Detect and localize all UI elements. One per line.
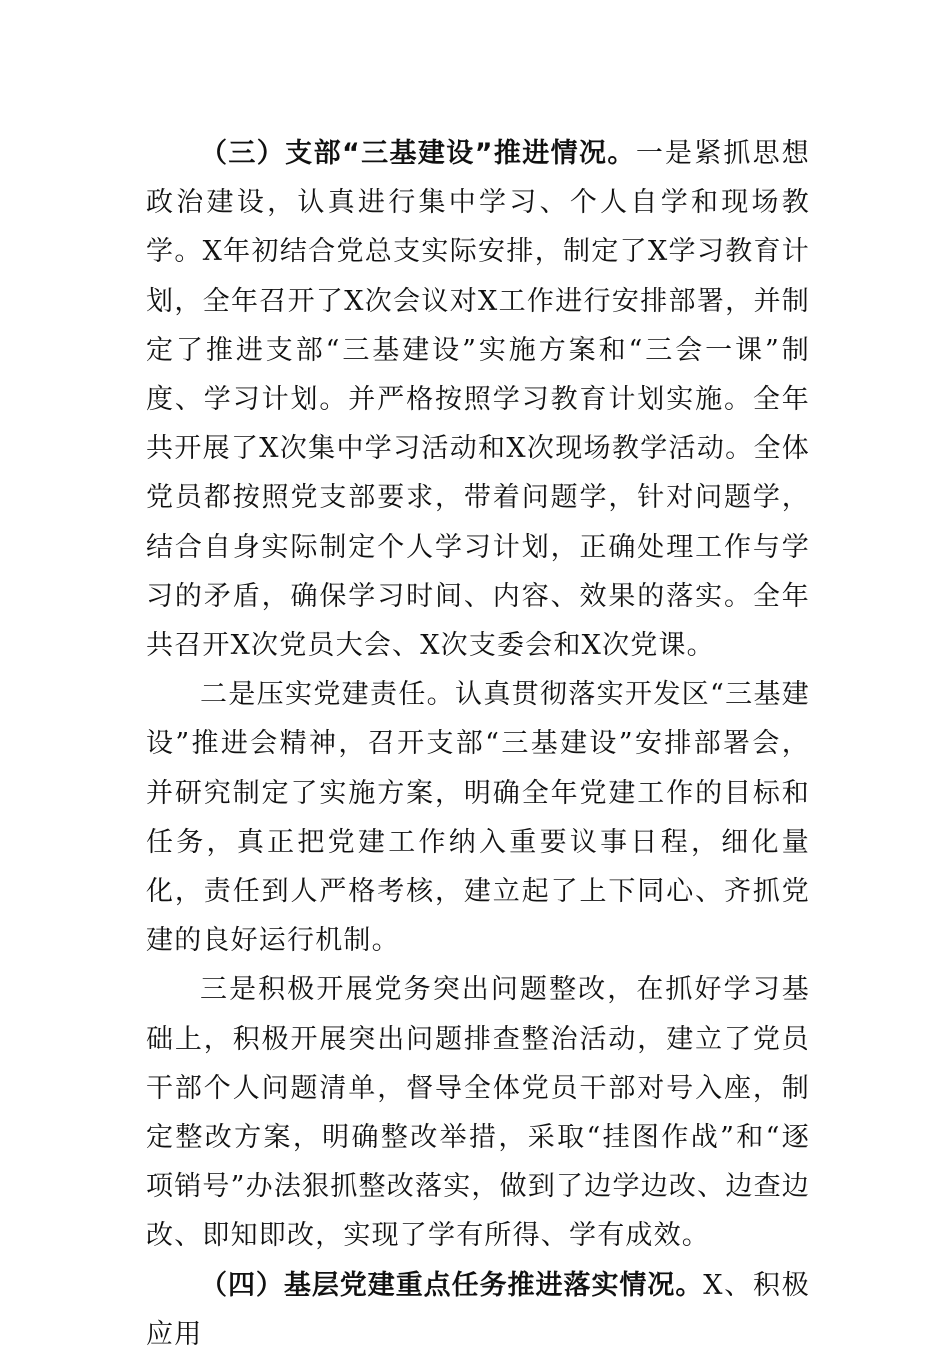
section-heading-four: （四）基层党建重点任务推进落实情况。 (200, 1269, 704, 1301)
paragraph-text: 一是紧抓思想政治建设，认真进行集中学习、个人自学和现场教学。X年初结合党总支实际安排，制定了X学习教育计划，全年召开了X次会议对X工作进行安排部署，并制定了推进支部“三基建设”实施方案和“三会一课”制度、学习计划。并严格按照学习教育计划实施。全年共开展了X次集中学习活动和X次现场教学活动。全体党员都按照党支部要求，带着问题学，针对问题学，结合自身实际制定个人学习计划，正确处理工作与学习的矛盾，确保学习时间、内容、效果的落实。全年共召开X次党员大会、X次支委会和X次党课。 (146, 138, 811, 662)
document-body (146, 129, 810, 1359)
paragraph-key-tasks (146, 1261, 810, 1359)
section-heading-three: （三）支部“三基建设”推进情况。 (200, 138, 636, 169)
paragraph-text: 二是压实党建责任。认真贯彻落实开发区“三基建设”推进会精神，召开支部“三基建设”安排部署会，并研究制定了实施方案，明确全年党建工作的目标和任务，真正把党建工作纳入重要议事日程，细化量化，责任到人严格考核，建立起了上下同心、齐抓党建的良好运行机制。 (146, 679, 810, 957)
paragraph-text: X、积极应用 (146, 1269, 810, 1350)
paragraph-party-responsibility (146, 670, 810, 965)
paragraph-problem-rectification (146, 965, 810, 1260)
paragraph-text: 三是积极开展党务突出问题整改，在抓好学习基础上，积极开展突出问题排查整治活动，建立了党员干部个人问题清单，督导全体党员干部对号入座，制定整改方案，明确整改举措，采取“挂图作战”和“逐项销号”办法狠抓整改落实，做到了边学边改、边查边改、即知即改，实现了学有所得、学有成效。 (146, 974, 810, 1252)
paragraph-branch-three-foundations (146, 129, 810, 670)
